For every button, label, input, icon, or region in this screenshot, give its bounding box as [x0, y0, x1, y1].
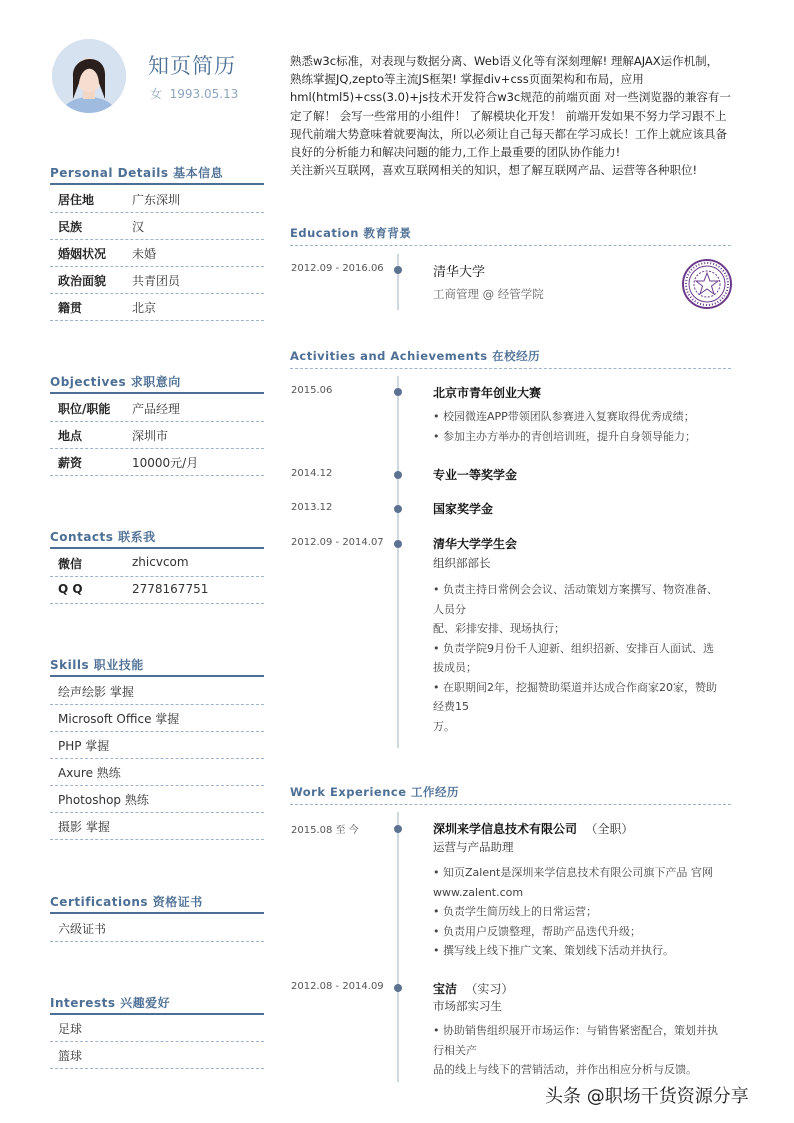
info-value: zhicvcom	[132, 555, 189, 569]
school-name: 清华大学	[433, 265, 486, 280]
info-key: 微信	[58, 557, 83, 571]
timeline-dot	[394, 266, 402, 274]
info-row	[50, 448, 264, 476]
activity-date: 2015.06	[291, 385, 333, 396]
activities-divider	[290, 368, 731, 369]
timeline-dot	[394, 388, 402, 396]
info-value: 汉	[132, 220, 145, 234]
skill-item: Axure 熟练	[50, 758, 264, 786]
skill-item: Microsoft Office 掌握	[50, 704, 264, 732]
info-row	[50, 394, 264, 422]
work-role: 运营与产品助理	[433, 840, 514, 854]
education-title: Education 教育背景	[290, 226, 412, 240]
activity-title: 清华大学学生会	[433, 537, 518, 551]
info-key: 民族	[58, 220, 83, 234]
work-date: 2012.08 - 2014.09	[291, 981, 384, 992]
activities-title: Activities and Achievements 在校经历	[290, 349, 541, 363]
interest-item: 篮球	[50, 1041, 264, 1069]
gender: 女	[150, 87, 163, 101]
certifications-title: Certifications 资格证书	[50, 895, 203, 909]
timeline-dot	[394, 540, 402, 548]
activities-timeline	[397, 376, 399, 748]
education-divider	[290, 245, 731, 246]
personal-title: Personal Details 基本信息	[50, 166, 224, 180]
activity-date: 2013.12	[291, 502, 333, 513]
work-divider	[290, 804, 731, 805]
activity-bullets: • 负责主持日常例会会议、活动策划方案撰写、物资准备、 人员分 配、彩排安排、现场执行； • 负责学院9月份千人迎新、组织招新、安排百人面试、选 拔成员； • 在职期间2年，挖掘赞助渠道并达成合作商家20家，赞助 经费15 万。	[433, 583, 718, 733]
timeline-dot	[394, 825, 402, 833]
info-row	[50, 421, 264, 449]
info-key: 居住地	[58, 193, 95, 207]
university-seal-icon	[682, 259, 732, 309]
info-value: 共青团员	[132, 274, 181, 288]
info-key: Q Q	[58, 582, 83, 596]
avatar	[52, 39, 126, 113]
info-key: 政治面貌	[58, 274, 107, 288]
activity-role: 组织部部长	[433, 556, 491, 570]
skill-item: 摄影 掌握	[50, 812, 264, 840]
company-name: 宝洁 （实习）	[433, 982, 514, 996]
activity-date: 2014.12	[291, 468, 333, 479]
employment-type: （全职）	[585, 822, 634, 836]
work-date: 2015.08 至 今	[291, 825, 359, 836]
info-row	[50, 239, 264, 267]
info-row	[50, 266, 264, 294]
info-row	[50, 549, 264, 577]
info-value: 北京	[132, 301, 157, 315]
activity-title: 北京市青年创业大赛	[433, 386, 542, 400]
certification-item: 六级证书	[50, 914, 264, 942]
interest-item: 足球	[50, 1014, 264, 1042]
activity-title: 国家奖学金	[433, 502, 494, 516]
info-row	[50, 185, 264, 213]
objectives-title: Objectives 求职意向	[50, 375, 181, 389]
info-row	[50, 576, 264, 604]
watermark: 头条 @职场干货资源分享	[545, 1086, 749, 1107]
skill-item: Photoshop 熟练	[50, 785, 264, 813]
work-role: 市场部实习生	[433, 999, 502, 1013]
company-name: 深圳来学信息技术有限公司 （全职）	[433, 822, 634, 836]
interests-title: Interests 兴趣爱好	[50, 996, 171, 1010]
resume-name: 知页简历	[148, 54, 236, 78]
birth-date: 1993.05.13	[169, 87, 239, 101]
timeline-dot	[394, 984, 402, 992]
gender-birth	[150, 85, 238, 102]
employment-type: （实习）	[465, 982, 514, 996]
info-key: 职位/职能	[58, 402, 111, 416]
activity-bullets: • 校园微连APP带领团队参赛进入复赛取得优秀成绩； • 参加主办方举办的青创培训班，提升自身领导能力；	[433, 410, 696, 443]
skill-item: PHP 掌握	[50, 731, 264, 759]
work-bullets: • 知页Zalent是深圳来学信息技术有限公司旗下产品 官网 www.zalent.com • 负责学生简历线上的日常运营； • 负责用户反馈整理，帮助产品迭代升级； • 撰写线上线下推广文案、策划线下活动并执行。	[433, 866, 713, 957]
work-title: Work Experience 工作经历	[290, 785, 460, 799]
info-row	[50, 293, 264, 321]
info-row	[50, 212, 264, 240]
activity-title: 专业一等奖学金	[433, 468, 518, 482]
self-introduction: 熟悉w3c标准，对表现与数据分离、Web语义化等有深刻理解! 理解AJAX运作机制， 熟练掌握JQ,zepto等主流JS框架! 掌握div+css页面架构和布局，应用 hml(html5)+css(3.0)+js技术开发符合w3c规范的前端页面 对一些浏览器的兼容有一 定了解！ 会写一些常用的小组件！ 了解模块化开发！ 前端开发如果不努力学习跟不上 现代前端大势意味着就要淘汰，所以必须让自己每天都在学习成长！工作上就应该具备 良好的分析能力和解决问题的能力,工作上最重要的团队协作能力! 关注新兴互联网，喜欢互联网相关的知识，想了解互联网产品、运营等各种职位!	[290, 54, 731, 178]
education-timeline	[397, 254, 399, 310]
info-value: 广东深圳	[132, 193, 181, 207]
info-key: 薪资	[58, 456, 83, 470]
skills-title: Skills 职业技能	[50, 658, 144, 672]
info-key: 婚姻状况	[58, 247, 107, 261]
activity-date: 2012.09 - 2014.07	[291, 537, 384, 548]
info-value: 未婚	[132, 247, 157, 261]
work-timeline	[397, 812, 399, 1082]
info-key: 籍贯	[58, 301, 83, 315]
education-date: 2012.09 - 2016.06	[291, 263, 384, 274]
info-value: 产品经理	[132, 402, 181, 416]
timeline-dot	[394, 471, 402, 479]
info-value: 深圳市	[132, 429, 169, 443]
major: 工商管理 @ 经管学院	[433, 287, 544, 301]
info-value: 10000元/月	[132, 456, 199, 470]
contacts-title: Contacts 联系我	[50, 530, 156, 544]
timeline-dot	[394, 505, 402, 513]
skill-item: 绘声绘影 掌握	[50, 677, 264, 705]
info-key: 地点	[58, 429, 83, 443]
info-value: 2778167751	[132, 582, 209, 596]
work-bullets: • 协助销售组织展开市场运作：与销售紧密配合，策划并执 行相关产 品的线上与线下的营销活动，并作出相应分析与反馈。	[433, 1024, 718, 1076]
